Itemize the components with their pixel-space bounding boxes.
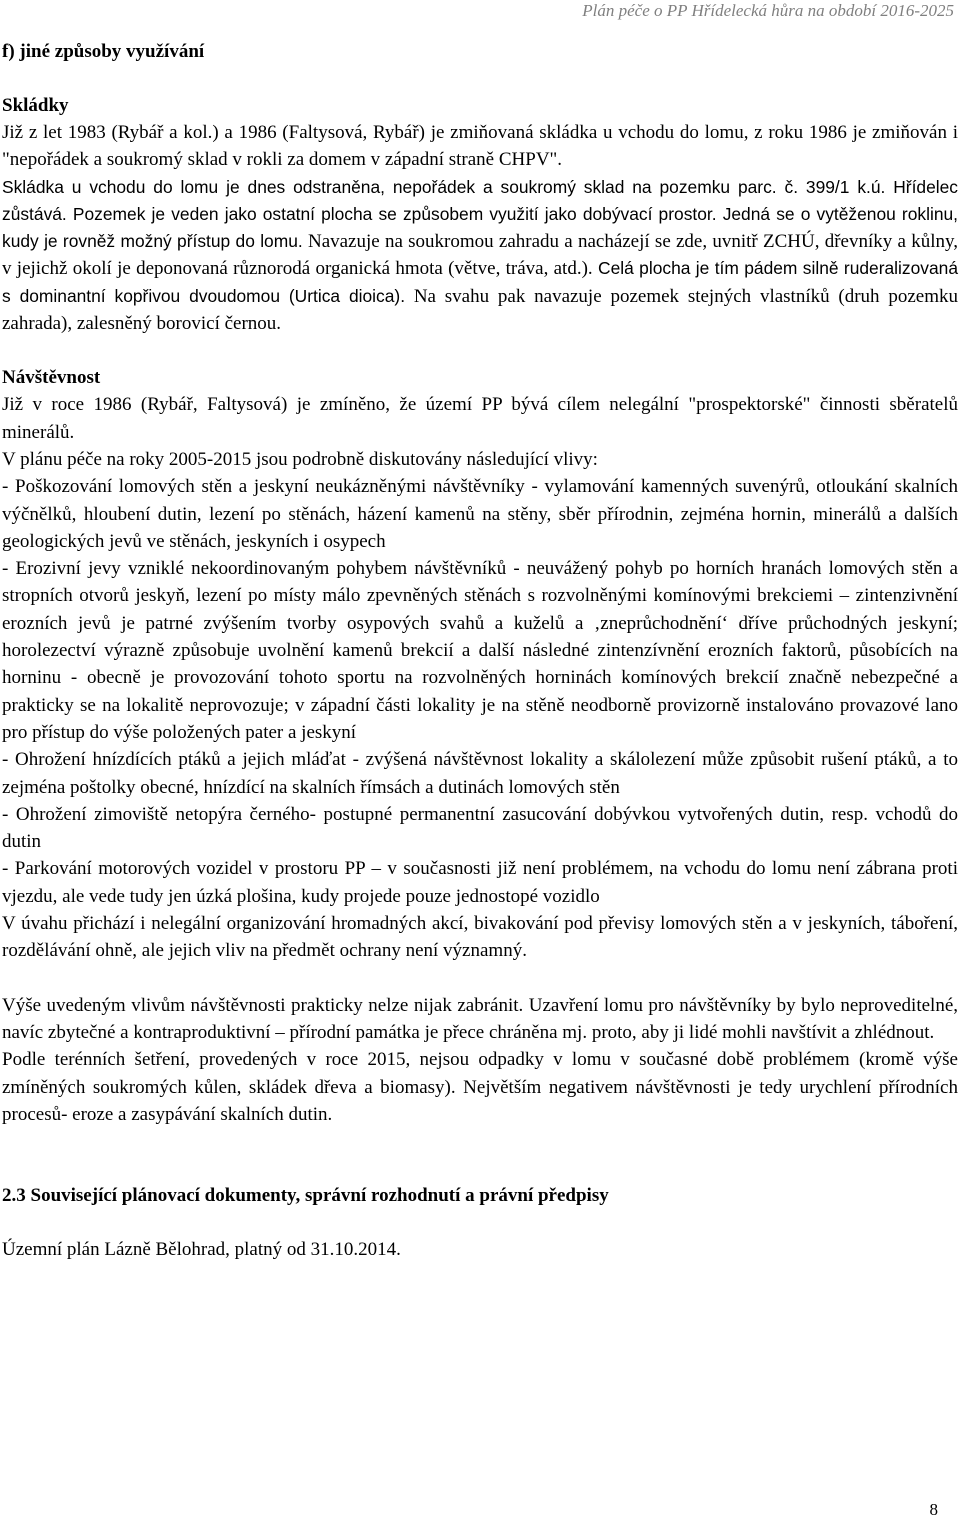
navstevnost-paragraph-3: V úvahu přichází i nelegální organizování hromadných akcí, bivakování pod převisy lomových stěn a v jeskyních, táboření, rozdělávání ohně, ale jejich vliv na předmět ochrany není významný.: [2, 913, 958, 962]
spacer: [2, 337, 958, 364]
skladky-heading: Skládky: [2, 95, 69, 116]
section-2-3-paragraph: Územní plán Lázně Bělohrad, platný od 31.10.2014.: [2, 1239, 401, 1261]
navstevnost-paragraph-2: V plánu péče na roky 2005-2015 jsou podrobně diskutovány následující vlivy:: [2, 448, 598, 470]
navstevnost-paragraph-4: Výše uvedeným vlivům návštěvnosti prakticky nelze nijak zabránit. Uzavření lomu pro návštěvníky by bylo neproveditelné, navíc zbytečné a kontraproduktivní – přírodní památka je přece chráněna mj. proto, aby ji lidé mohli navštívit a zhlédnout.: [2, 994, 958, 1043]
spacer: [2, 1155, 958, 1182]
spacer: [2, 965, 958, 992]
navstevnost-paragraph-5: Podle terénních šetření, provedených v roce 2015, nejsou odpadky v lomu v současné době problémem (kromě výše zmíněných soukromých kůlen, skládek dřeva a biomasy). Největším negativem návštěvnosti je tedy urychlení přírodních procesů- eroze a zasypávání skalních dutin.: [2, 1049, 958, 1125]
spacer: [2, 1209, 958, 1236]
section-2-3-heading: 2.3 Související plánovací dokumenty, správní rozhodnutí a právní předpisy: [2, 1185, 609, 1207]
list-item: - Poškozování lomových stěn a jeskyní neukázněnými návštěvníky - vylamování kamenných suvenýrů, otloukání skalních výčnělků, hloubení dutin, lezení po stěnách, házení kamenů na stěny, sběr přírodnin, zejména hornin, minerálů a dalších geologických jevů ve stěnách, jeskyních i osypech: [2, 476, 958, 552]
skladky-text-sans-b: Celá plocha je tím pádem silně ruderalizovaná s dominantní kopřivou dvoudomou (Urtica dioica).: [2, 258, 958, 306]
skladky-paragraph-1: Již z let 1983 (Rybář a kol.) a 1986 (Faltysová, Rybář) je zmiňovaná skládka u vchodu do lomu, z roku 1986 je zmiňován i "nepořádek a soukromý sklad v rokli za domem v západní straně CHPV".: [2, 122, 958, 171]
spacer: [2, 1128, 958, 1155]
list-item: - Ohrožení hnízdících ptáků a jejich mláďat - zvýšená návštěvnost lokality a skálolezení může způsobit rušení ptáků, a to zejména poštolky obecné, hnízdící na skalních římsách a dutinách lomových stěn: [2, 749, 958, 798]
spacer: [2, 65, 958, 92]
navstevnost-heading: Návštěvnost: [2, 367, 101, 389]
running-header: Plán péče o PP Hřídelecká hůra na období 2016-2025: [582, 1, 954, 20]
skladky-paragraph-2: [2, 174, 958, 338]
document-body: [2, 38, 958, 1263]
navstevnost-paragraph-1: Již v roce 1986 (Rybář, Faltysová) je zmíněno, že území PP bývá cílem nelegální "prospektorské" činnosti sběratelů minerálů.: [2, 394, 958, 443]
list-item: - Ohrožení zimoviště netopýra černého- postupné permanentní zasucování dobývkou vytvořených dutin, resp. vchodů do dutin: [2, 803, 958, 853]
page-number: 8: [929, 1500, 938, 1519]
skladky-text-serif-a: Navazuje na soukromou zahradu a nacházejí se zde, uvnitř ZCHÚ, dřevníky a kůlny, v jejichž okolí je deponovaná různorodá organická hmota (větve, tráva, atd.).: [2, 231, 958, 280]
list-item: - Parkování motorových vozidel v prostoru PP – v současnosti již není problémem, na vchodu do lomu není zábrana proti vjezdu, ale vede tudy jen úzká plošina, kudy projede pouze jednostopé vozidlo: [2, 858, 958, 907]
skladky-text-serif-b: Na svahu pak navazuje pozemek stejných vlastníků (druh pozemku zahrada), zalesněný borovicí černou.: [2, 285, 958, 335]
list-item: - Erozivní jevy vzniklé nekoordinovaným pohybem návštěvníků - neuvážený pohyb po horních hranách lomových stěn a stropních otvorů jeskyň, lezení po místy málo zpevněných stěnách s rozvolněnými komínovými brekciemi – zintenzivnění erozních jevů je patrné zvýšením tvorby osypových svahů a kuželů a ‚zneprůchodnění‘ dříve průchodných jeskyní; horolezectví výrazně způsobuje uvolnění kamenů brekcií a další následné zintenzívnění erozních faktorů, působících na horninu - obecně je provozování tohoto sportu na rozvolněných horninách komínových brekcií značně nebezpečné a prakticky se na lokalitě neprovozuje; v západní části lokality je na stěně neodborně provizorně instalováno provazové lano pro přístup do výše položených pater a jeskyní: [2, 558, 958, 743]
skladky-text-sans-a: Skládka u vchodu do lomu je dnes odstraněna, nepořádek a soukromý sklad na pozemku parc. č. 399/1 k.ú. Hřídelec zůstává. Pozemek je veden jako ostatní plocha se způsobem využití jako dobývací prostor. Jedná se o vytěženou roklinu, kudy je rovněž možný přístup do lomu.: [2, 176, 958, 252]
section-f-heading: f) jiné způsoby využívání: [2, 41, 205, 62]
